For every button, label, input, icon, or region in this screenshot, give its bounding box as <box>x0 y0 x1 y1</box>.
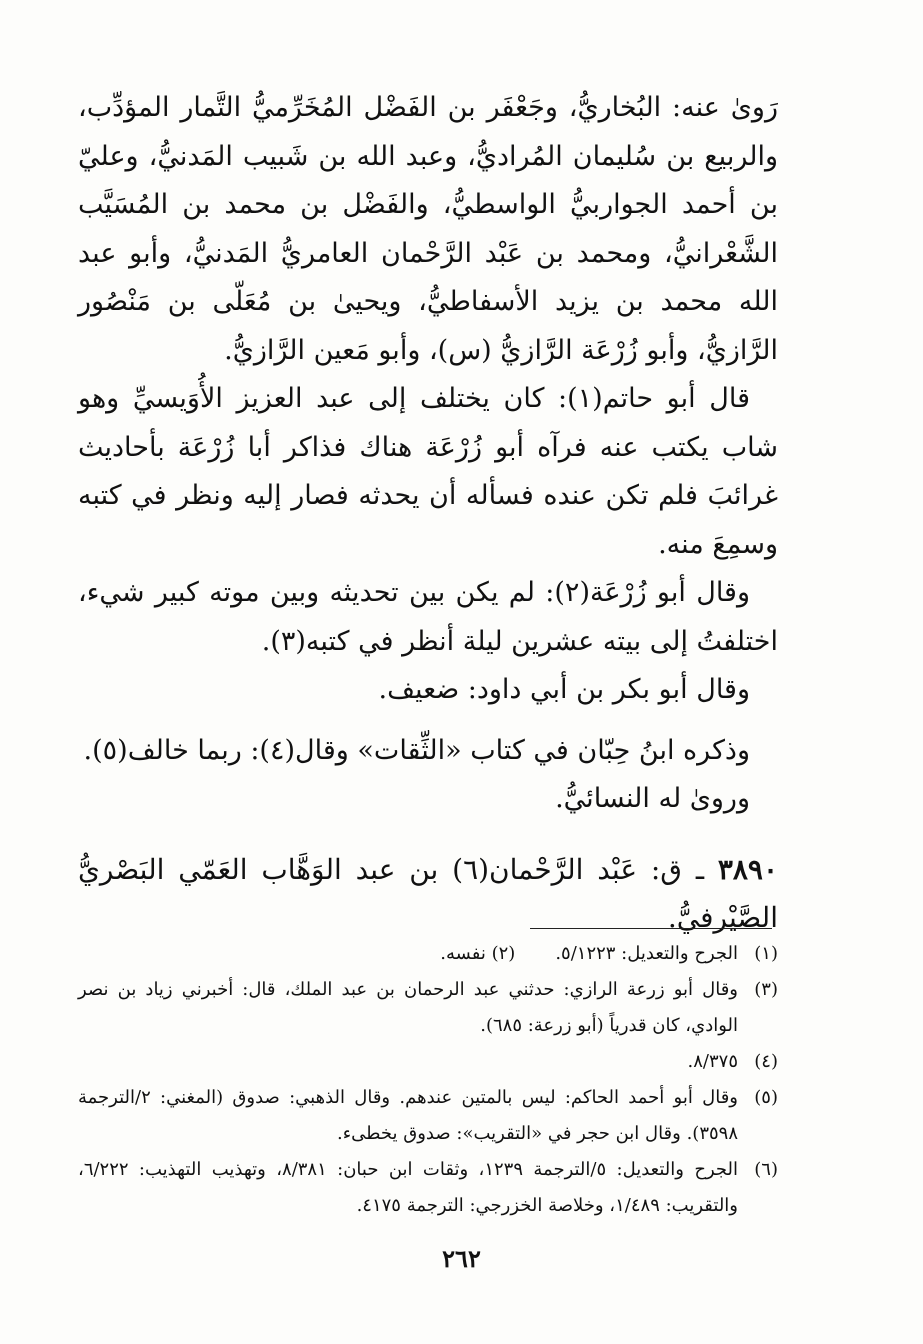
footnote-row <box>78 1044 778 1080</box>
footnote-text: وقال أبو زرعة الرازي: حدثني عبد الرحمان بن عبد الملك، قال: أخبرني زياد بن نصر الوادي، كان قدرياً (أبو زرعة: ٦٨٥). <box>78 979 738 1036</box>
footnote-number: (٣) <box>754 979 778 1000</box>
entry-number: ٣٨٩٠ <box>717 852 778 886</box>
footnote-text: الجرح والتعديل: ٥/١٢٢٣. <box>555 943 738 964</box>
footnote-text: الجرح والتعديل: ٥/الترجمة ١٢٣٩، وثقات ابن حبان: ٨/٣٨١، وتهذيب التهذيب: ٦/٢٢٢، والتقريب: ١/٤٨٩، وخلاصة الخزرجي: الترجمة ٤١٧٥. <box>78 1159 738 1216</box>
footnotes <box>78 936 778 1224</box>
footnote-row <box>78 936 778 972</box>
nasai-paragraph: وروىٰ له النسائيُّ. <box>555 783 750 814</box>
entry-heading: ـ ق: عَبْد الرَّحْمان(٦) بن عبد الوَهَّاب العَمّي البَصْريُّ الصَّيْرفيُّ. <box>78 852 778 934</box>
footnote-number: (١) <box>754 943 778 964</box>
footnote-row <box>78 972 778 1044</box>
footnote-text: وقال أبو أحمد الحاكم: ليس بالمتين عندهم. وقال الذهبي: صدوق (المغني: ٢/الترجمة ٣٥٩٨). وقال ابن حجر في «التقريب»: صدوق يخطىء. <box>78 1087 738 1144</box>
footnote-number: (٢) <box>491 943 516 964</box>
footnote-row <box>78 1152 778 1224</box>
footnote-text: ٨/٣٧٥. <box>687 1051 738 1072</box>
abu-zura-paragraph: وقال أبو زُرْعَة(٢): لم يكن بين تحديثه وبين موته كبير شيء، اختلفتُ إلى بيته عشرين ليلة أنظر في كتبه(٣). <box>78 577 778 657</box>
abu-hatim-paragraph: قال أبو حاتم(١): كان يختلف إلى عبد العزيز الأُوَيسيِّ وهو شاب يكتب عنه فرآه أبو زُرْعَة هناك فذاكر أبا زُرْعَة بأحاديث غرائبَ فلم تكن عنده فسأله أن يحدثه فصار إليه ونظر في كتبه وسمِعَ منه. <box>78 383 778 560</box>
footnote-number: (٤) <box>754 1051 778 1072</box>
main-text <box>78 84 778 943</box>
footnote-text: نفسه. <box>440 943 486 964</box>
footnote-number: (٦) <box>754 1159 778 1180</box>
footnote-separator <box>530 928 772 929</box>
page-number: ٢٦٢ <box>442 1244 481 1273</box>
abu-bakr-paragraph: وقال أبو بكر بن أبي داود: ضعيف. <box>378 674 750 705</box>
ibn-hibban-paragraph: وذكره ابنُ حِبّان في كتاب «الثِّقات» وقال(٤): ربما خالف(٥). <box>83 734 750 766</box>
footnote-row <box>78 1080 778 1152</box>
narrators-paragraph: رَوىٰ عنه: البُخاريُّ، وجَعْفَر بن الفَضْل المُخَرِّميُّ التَّمار المؤدِّب، والربيع بن سُليمان المُراديُّ، وعبد الله بن شَبيب المَدنيُّ، وعليّ بن أحمد الجواربيُّ الواسطيُّ، والفَضْل بن محمد بن المُسَيَّب الشَّعْرانيُّ، ومحمد بن عَبْد الرَّحْمان العامريُّ المَدنيُّ، وأبو عبد الله محمد بن يزيد الأسفاطيُّ، ويحيىٰ بن مُعَلّى بن مَنْصُور الرَّازيُّ، وأبو زُرْعَة الرَّازيُّ (س)، وأبو مَعين الرَّازيُّ. <box>78 92 778 366</box>
footnote-number: (٥) <box>754 1087 778 1108</box>
